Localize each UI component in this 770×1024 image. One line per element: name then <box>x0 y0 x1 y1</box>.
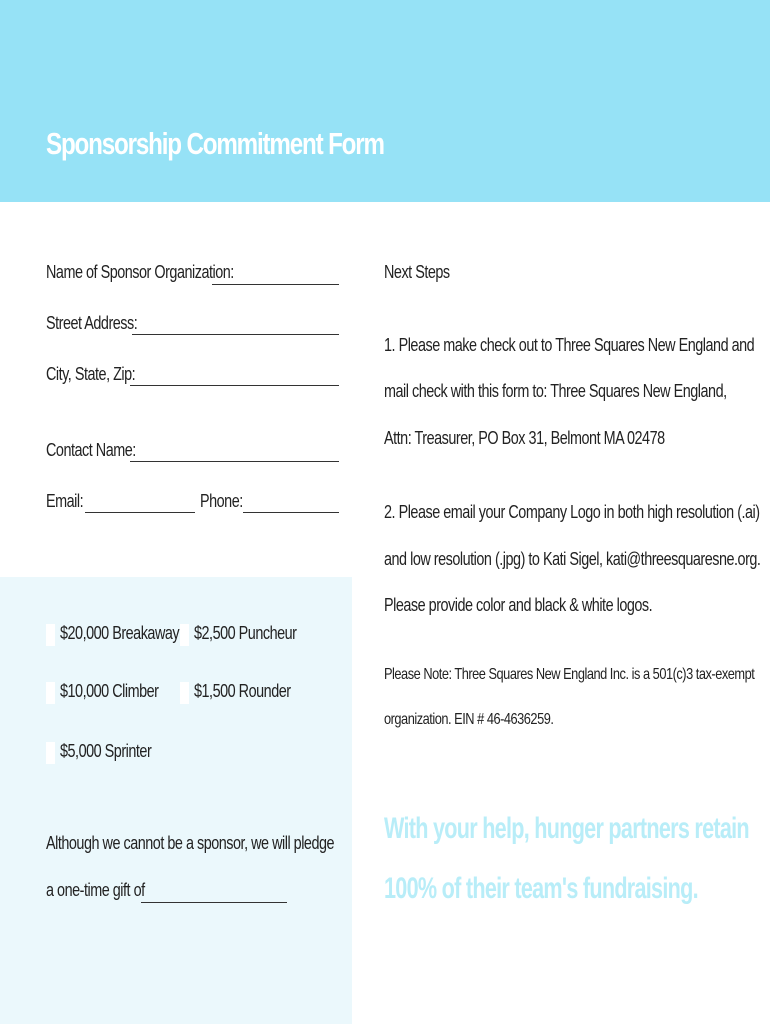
level-label: $5,000 Sprinter <box>60 741 152 761</box>
org-name-label: Name of Sponsor Organization: <box>46 262 234 282</box>
tagline: 100% of their team's fundraising. <box>384 872 698 905</box>
checkbox-climber[interactable] <box>46 682 55 704</box>
phone-field[interactable] <box>243 512 339 513</box>
city-state-zip-label: City, State, Zip: <box>46 364 136 384</box>
level-label: $2,500 Puncheur <box>194 623 297 643</box>
tagline: With your help, hunger partners retain <box>384 812 749 845</box>
pledge-gift-label: a one-time gift of <box>46 880 145 900</box>
step1-text: Attn: Treasurer, PO Box 31, Belmont MA 02478 <box>384 428 665 448</box>
step2-text: and low resolution (.jpg) to Kati Sigel, kati@threesquaresne.org. <box>384 549 761 569</box>
page-title: Sponsorship Commitment Form <box>46 126 384 161</box>
city-state-zip-field[interactable] <box>130 385 339 386</box>
next-steps-heading: Next Steps <box>384 262 450 282</box>
step1-text: 1. Please make check out to Three Squares New England and <box>384 335 755 355</box>
tax-note-text: organization. EIN # 46-4636259. <box>384 711 554 728</box>
step1-text: mail check with this form to: Three Squares New England, <box>384 381 727 401</box>
street-address-field[interactable] <box>132 334 339 335</box>
tax-note-text: Please Note: Three Squares New England Inc. is a 501(c)3 tax-exempt <box>384 666 755 683</box>
level-label: $10,000 Climber <box>60 681 159 701</box>
contact-name-field[interactable] <box>130 461 339 462</box>
contact-name-label: Contact Name: <box>46 440 136 460</box>
step2-text: 2. Please email your Company Logo in both high resolution (.ai) <box>384 502 760 522</box>
level-label: $1,500 Rounder <box>194 681 291 701</box>
email-field[interactable] <box>85 512 195 513</box>
pledge-text: Although we cannot be a sponsor, we will pledge <box>46 833 335 853</box>
checkbox-breakaway[interactable] <box>46 624 55 646</box>
checkbox-puncheur[interactable] <box>180 624 189 646</box>
checkbox-rounder[interactable] <box>180 682 189 704</box>
header-banner <box>0 0 770 202</box>
level-label: $20,000 Breakaway <box>60 623 180 643</box>
pledge-amount-field[interactable] <box>141 902 287 903</box>
org-name-field[interactable] <box>212 284 339 285</box>
phone-label: Phone: <box>200 491 243 511</box>
checkbox-sprinter[interactable] <box>46 742 55 764</box>
email-label: Email: <box>46 491 84 511</box>
street-address-label: Street Address: <box>46 313 138 333</box>
step2-text: Please provide color and black & white logos. <box>384 595 653 615</box>
